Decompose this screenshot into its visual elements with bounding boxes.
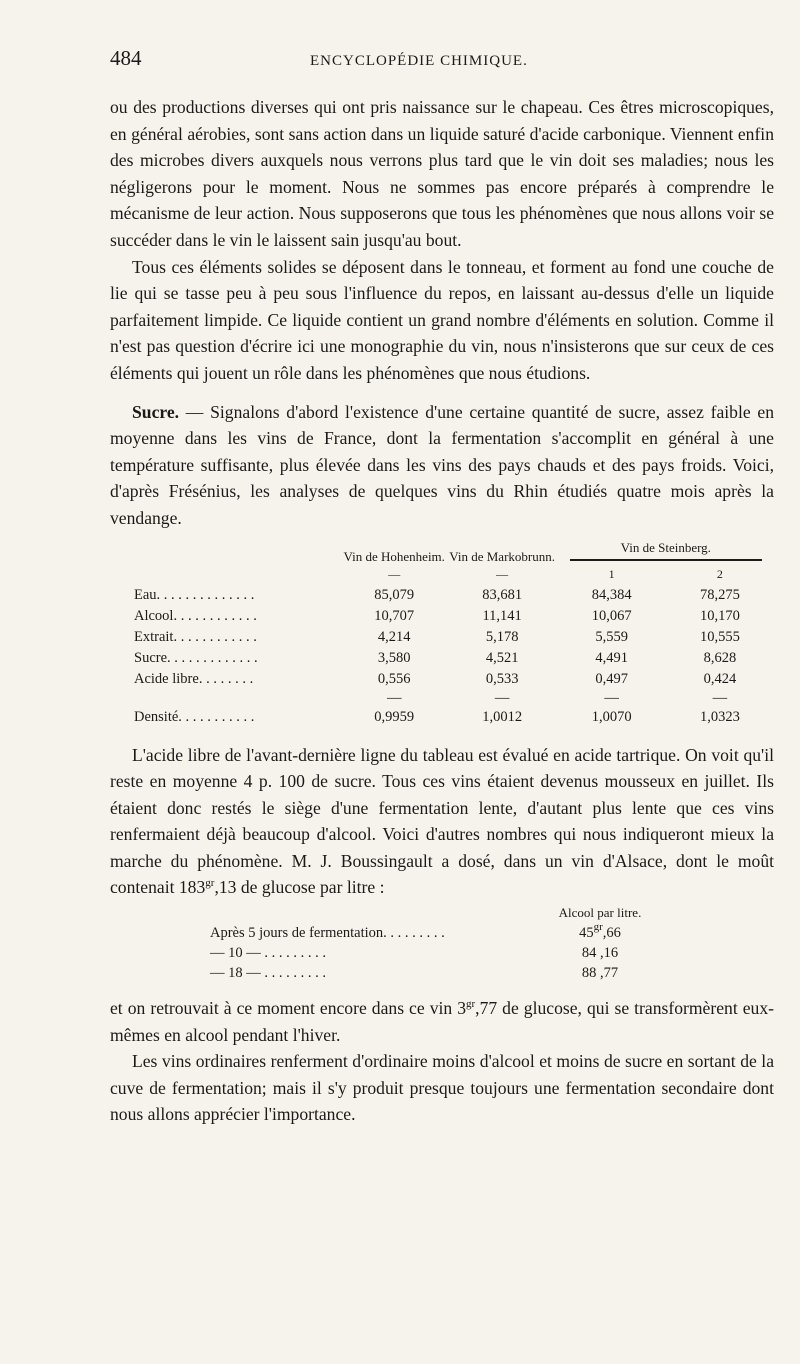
table-row: — 10 — . . . . . . . . . 84 ,16 xyxy=(210,944,619,961)
paragraph-5: Les vins ordinaires renferment d'ordinaire moins d'alcool et moins de sucre en sortant de la cuve de fermentation; mais il s'y produit presque toujours une fermentation secondaire dont nous allons apprécier l'importance. xyxy=(110,1051,774,1125)
table-row: Acide libre. . . . . . . . 0,556 0,533 0,497 0,424 xyxy=(134,670,737,687)
page-header xyxy=(110,46,774,82)
table-row: Après 5 jours de fermentation. . . . . . . . . $45^{gr},66$ xyxy=(210,920,621,941)
wine-analysis-table: Vin de Hohenheim. Vin de Markobrunn. Vin de Steinberg. — — 1 2 Eau. . . . . . . . . . . . . . 85,079 83,681 84,384 78,275 Alcool. . . . . . . . . . . . 10,707 11,141 10,067 10,170 Extrait. . . . . . . . . . . . 4,214 5,178 5,559 10,555 Sucre. . . . . . . . . . . . . 3,580 4,521 4,491 8,628 Acide libre. . . . . . . . 0,556 0,533 0,497 0,424 — — — — Densité. . . . . . . . . . . 0,9959 1,0012 1,0070 1,0323 xyxy=(134,540,774,728)
paragraph-3: L'acide libre de l'avant-dernière ligne du tableau est évalué en acide tartrique. On voit qu'il reste en moyenne 4 p. 100 de sucre. Tous ces vins étaient devenus mousseux en juillet. Ils étaient donc restés le siège d'une fermentation lente, d'autant plus lente que ces vins renfermaient déjà beaucoup d'alcool. Voici d'autres nombres qui nous indiqueront mieux la marche du phénomène. M. J. Boussingault a dosé, dans un vin d'Alsace, dont le moût contenait $183^{gr},13$ de glucose par litre : xyxy=(110,744,774,898)
table-row: — 18 — . . . . . . . . . 88 ,77 xyxy=(210,964,619,981)
col-header-hohenheim: Vin de Hohenheim. xyxy=(343,548,445,564)
paragraph-2: Tous ces éléments solides se déposent dans le tonneau, et forment au fond une couche de lie qui se tasse peu à peu sous l'influence du repos, en laissant au-dessus d'elle un liquide parfaitement limpide. Ce liquide contient un grand nombre d'éléments en solution. Comme il n'est pas question d'écrire ici une monographie du vin, nous n'insisterons que sur ceux de ces éléments qui jouent un rôle dans les phénomènes que nous étudions. xyxy=(110,256,774,383)
section-keyword: Sucre. xyxy=(132,401,180,422)
paragraph-1: ou des productions diverses qui ont pris naissance sur le chapeau. Ces êtres microscopiques, en général aérobies, sont sans action dans un liquide saturé d'acide carbonique. Viennent enfin des microbes divers auxquels nous verrons plus tard que le vin doit ses maladies; nous les négligerons pour le moment. Nous ne sommes pas encore préparés à comprendre le mécanisme de leur action. Nous supposerons que tous les phénomènes que nous allons voir se succéder dans le vin le laissent sain jusqu'au bout. xyxy=(110,97,774,250)
table-row-density: Densité. . . . . . . . . . . 0,9959 1,0012 1,0070 1,0323 xyxy=(134,708,740,725)
page-number: 484 xyxy=(110,46,142,70)
table-row: Extrait. . . . . . . . . . . . 4,214 5,178 5,559 10,555 xyxy=(134,628,740,645)
table-row: Eau. . . . . . . . . . . . . . 85,079 83,681 84,384 78,275 xyxy=(134,586,740,603)
fermentation-table xyxy=(210,903,660,983)
paragraph-sucre xyxy=(110,399,774,532)
table-row: Alcool. . . . . . . . . . . . 10,707 11,141 10,067 10,170 xyxy=(134,607,740,624)
col-header-markobrunn: Vin de Markobrunn. xyxy=(449,548,555,564)
sucre-text: — Signalons d'abord l'existence d'une certaine quantité de sucre, assez faible en moyenne dans les vins de France, dont la fermentation s'accomplit en général à une température suffisante, plus élevée dans les vins des pays chauds et des pays froids. Voici, d'après Frésénius, les analyses de quelques vins du Rhin étudiés quatre mois après la vendange. xyxy=(110,401,774,528)
paragraph-4: et on retrouvait à ce moment encore dans ce vin $3^{gr},77$ de glucose, qui se transformèrent eux-mêmes en alcool pendant l'hiver. xyxy=(110,998,774,1045)
table-row: Sucre. . . . . . . . . . . . . 3,580 4,521 4,491 8,628 xyxy=(134,649,737,666)
running-head: ENCYCLOPÉDIE CHIMIQUE. xyxy=(310,53,528,69)
alcohol-header: Alcool par litre. xyxy=(558,905,642,921)
col-header-steinberg: Vin de Steinberg. xyxy=(558,540,774,564)
